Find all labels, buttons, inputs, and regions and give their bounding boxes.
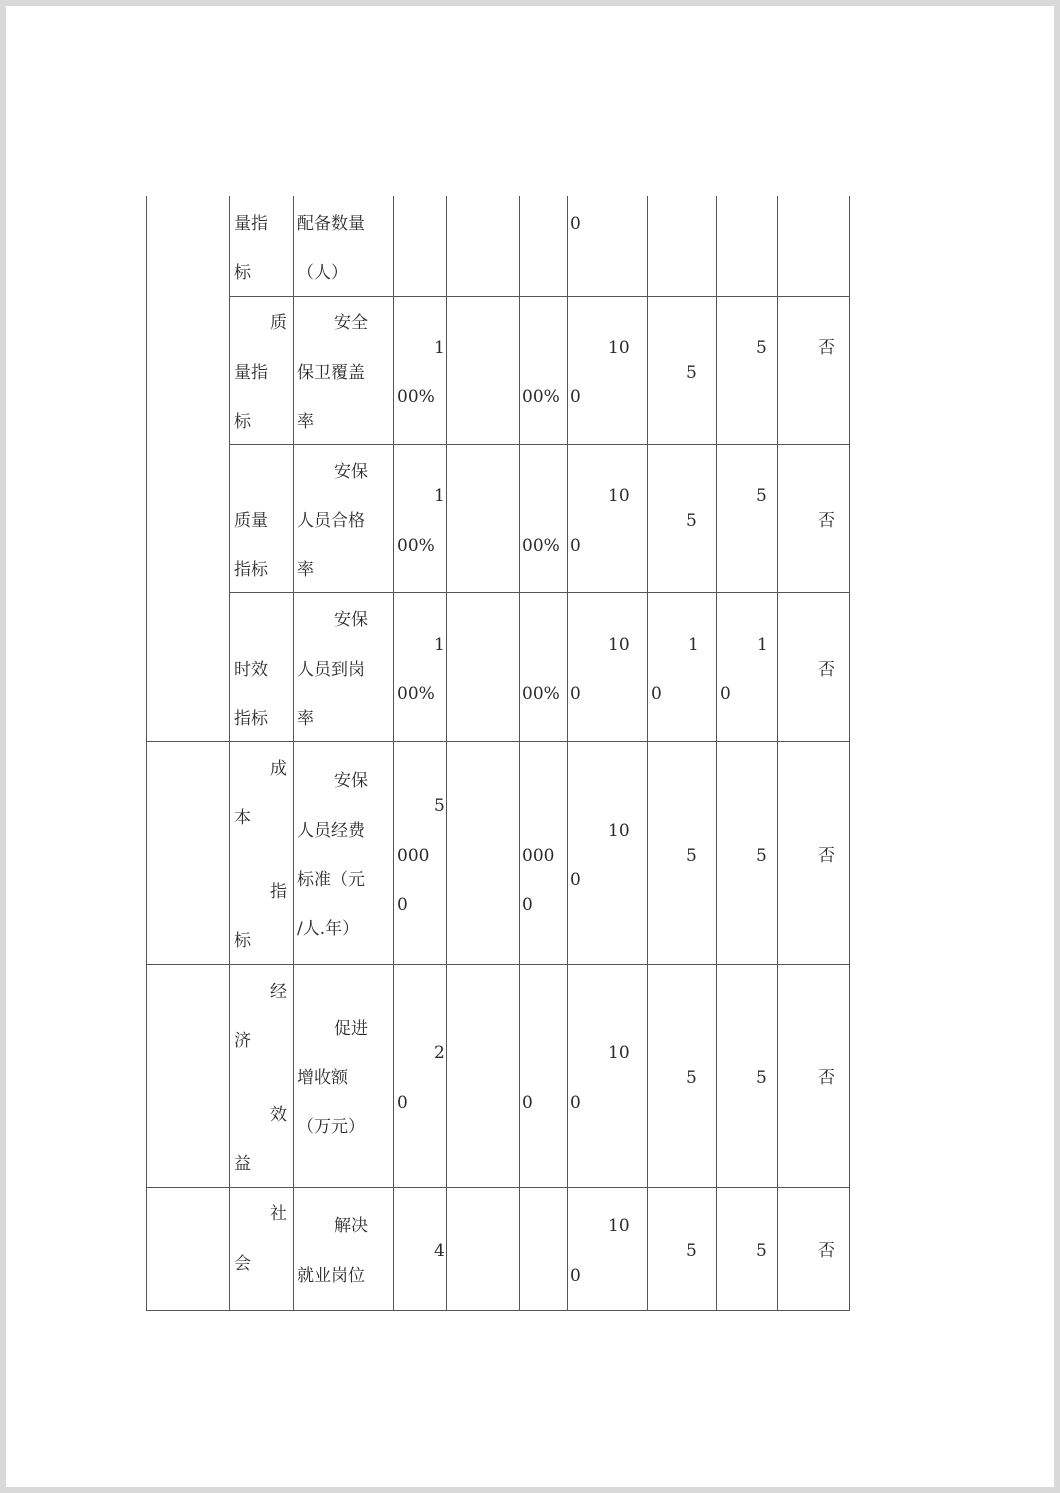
indicator-category-text: 会 [234, 1254, 251, 1274]
weight-text: 10 [608, 486, 630, 506]
score-text: 5 [686, 1068, 697, 1088]
weight-text: 0 [570, 684, 581, 704]
score-text: 0 [570, 214, 581, 234]
indicator-name-text: 促进 [334, 1019, 368, 1039]
target-value-text: 1 [434, 635, 445, 655]
column-border [647, 196, 648, 1311]
column-border [446, 196, 447, 1311]
target-value-text: 1 [434, 486, 445, 506]
deviation-text: 否 [818, 1241, 835, 1261]
indicator-name-text: （人） [297, 263, 348, 283]
row-border [229, 444, 849, 445]
indicator-name-text: 解决 [334, 1216, 368, 1236]
indicator-category-text: 质 [270, 313, 287, 333]
weight-text: 10 [608, 1043, 630, 1063]
actual-value-text: 0 [522, 1093, 533, 1113]
score-text: 5 [756, 486, 767, 506]
table-bottom-border [146, 1310, 849, 1311]
target-value-text: 0 [397, 1093, 408, 1113]
indicator-category-text: 成 [270, 759, 287, 779]
actual-value-text: 00% [522, 536, 560, 556]
indicator-name-text: 配备数量 [297, 214, 365, 234]
indicator-name-text: 安保 [334, 462, 368, 482]
weight-text: 10 [608, 338, 630, 358]
target-value-text: 4 [434, 1241, 445, 1261]
target-value-text: 000 [397, 846, 430, 866]
weight-text: 10 [608, 821, 630, 841]
indicator-name-text: 人员合格 [297, 511, 365, 531]
target-value-text: 5 [434, 796, 445, 816]
deviation-text: 否 [818, 660, 835, 680]
deviation-text: 否 [818, 511, 835, 531]
indicator-name-text: 率 [297, 412, 314, 432]
score-text: 5 [686, 363, 697, 383]
row-border [229, 296, 849, 297]
indicator-category-text: 时效 [234, 660, 268, 680]
indicator-name-text: 人员到岗 [297, 660, 365, 680]
score-text: 0 [651, 684, 662, 704]
document-page [6, 6, 1054, 1487]
indicator-category-text: 指标 [234, 709, 268, 729]
column-border [519, 196, 520, 1311]
indicator-category-text: 济 [234, 1031, 251, 1051]
target-value-text: 0 [397, 895, 408, 915]
indicator-name-text: 保卫覆盖 [297, 363, 365, 383]
score-text: 5 [756, 1068, 767, 1088]
score-text: 5 [756, 1241, 767, 1261]
score-text: 1 [688, 635, 699, 655]
deviation-text: 否 [818, 1068, 835, 1088]
indicator-name-text: 安全 [334, 313, 368, 333]
score-text: 5 [686, 511, 697, 531]
column-border [146, 196, 147, 1311]
actual-value-text: 00% [522, 684, 560, 704]
actual-value-text: 00% [522, 387, 560, 407]
column-border [777, 196, 778, 1311]
column-border [567, 196, 568, 1311]
target-value-text: 2 [434, 1043, 445, 1063]
indicator-category-text: 本 [234, 808, 251, 828]
indicator-name-text: 安保 [334, 771, 368, 791]
weight-text: 0 [570, 1093, 581, 1113]
deviation-text: 否 [818, 338, 835, 358]
indicator-category-text: 社 [270, 1204, 287, 1224]
column-border [229, 196, 230, 1311]
target-value-text: 00% [397, 684, 435, 704]
target-value-text: 00% [397, 387, 435, 407]
indicator-category-text: 标 [234, 263, 251, 283]
column-border [849, 196, 850, 1311]
indicator-category-text: 指标 [234, 560, 268, 580]
indicator-category-text: 指 [270, 882, 287, 902]
indicator-category-text: 质量 [234, 511, 268, 531]
row-border [146, 1187, 849, 1188]
deviation-text: 否 [818, 846, 835, 866]
weight-text: 10 [608, 635, 630, 655]
score-text: 5 [686, 1241, 697, 1261]
weight-text: 0 [570, 387, 581, 407]
indicator-name-text: 率 [297, 709, 314, 729]
score-text: 0 [720, 684, 731, 704]
indicator-category-text: 经 [270, 982, 287, 1002]
column-border [293, 196, 294, 1311]
row-border [229, 592, 849, 593]
row-border [146, 741, 849, 742]
indicator-category-text: 量指 [234, 214, 268, 234]
indicator-name-text: 人员经费 [297, 821, 365, 841]
indicator-name-text: 率 [297, 560, 314, 580]
weight-text: 10 [608, 1216, 630, 1236]
score-text: 5 [756, 338, 767, 358]
target-value-text: 00% [397, 536, 435, 556]
actual-value-text: 000 [522, 846, 555, 866]
actual-value-text: 0 [522, 895, 533, 915]
indicator-name-text: /人.年） [297, 919, 360, 939]
indicator-name-text: 安保 [334, 610, 368, 630]
score-text: 1 [757, 635, 768, 655]
indicator-name-text: 就业岗位 [297, 1266, 365, 1286]
score-text: 5 [686, 846, 697, 866]
target-value-text: 1 [434, 338, 445, 358]
score-text: 5 [756, 846, 767, 866]
column-border [716, 196, 717, 1311]
indicator-category-text: 效 [270, 1105, 287, 1125]
indicator-category-text: 益 [234, 1154, 251, 1174]
indicator-category-text: 量指 [234, 363, 268, 383]
indicator-name-text: 标准（元 [297, 870, 365, 890]
weight-text: 0 [570, 536, 581, 556]
row-border [146, 964, 849, 965]
weight-text: 0 [570, 1266, 581, 1286]
weight-text: 0 [570, 870, 581, 890]
indicator-category-text: 标 [234, 931, 251, 951]
indicator-name-text: （万元） [297, 1117, 365, 1137]
column-border [393, 196, 394, 1311]
indicator-category-text: 标 [234, 412, 251, 432]
indicator-name-text: 增收额 [297, 1068, 348, 1088]
